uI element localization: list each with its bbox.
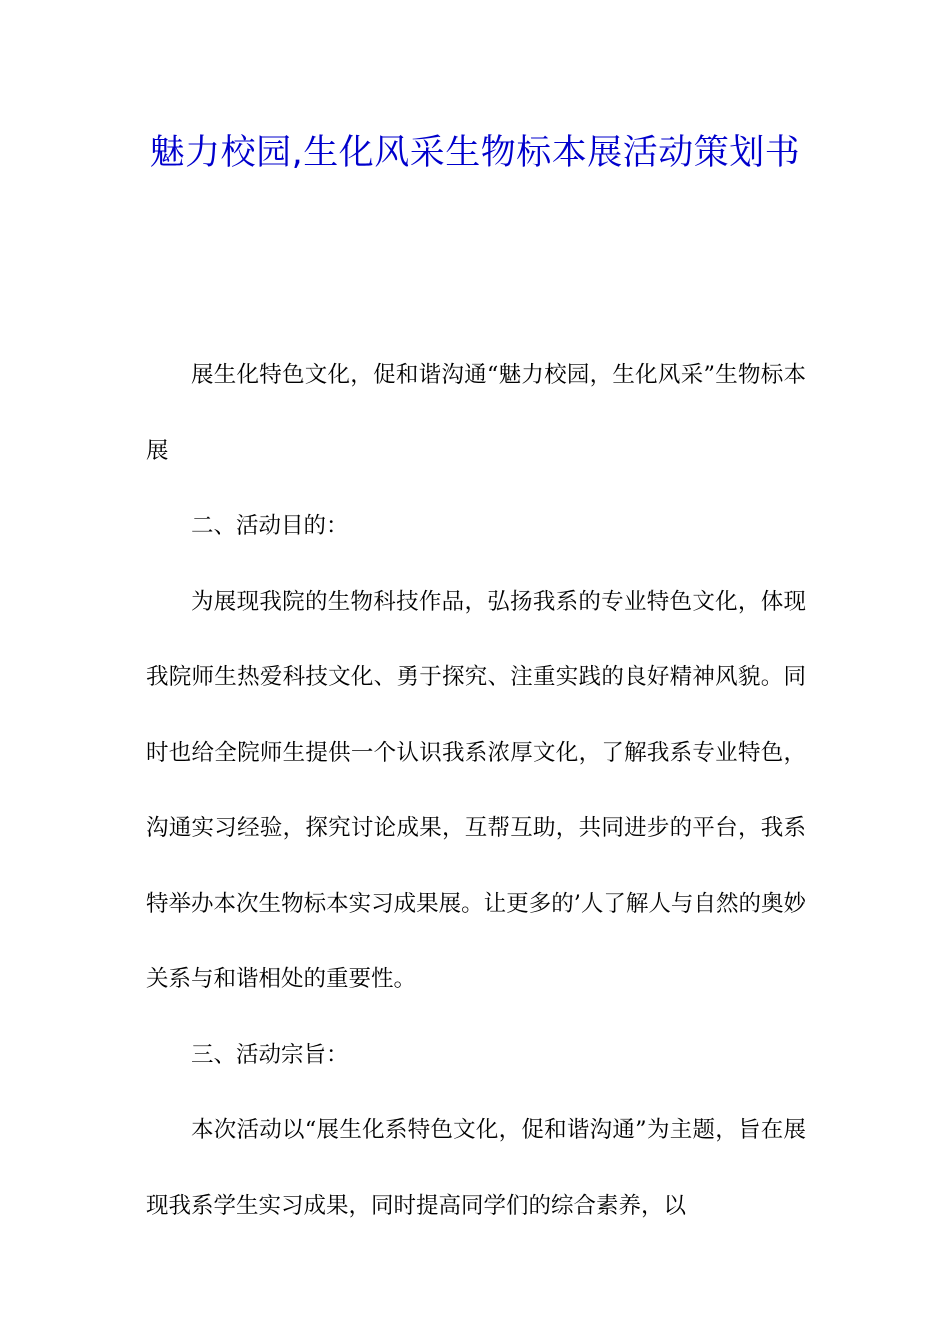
aim-paragraph: 本次活动以“展生化系特色文化，促和谐沟通”为主题，旨在展现我系学生实习成果，同时提高同学们的综合素养，以 <box>146 1117 806 1219</box>
purpose-paragraph: 为展现我院的生物科技作品，弘扬我系的专业特色文化，体现我院师生热爱科技文化、勇于探究、注重实践的良好精神风貌。同时也给全院师生提供一个认识我系浓厚文化，了解我系专业特色，沟通实习经验，探究讨论成果，互帮互助，共同进步的平台，我系特举办本次生物标本实习成果展。让更多的’人了解人与自然的奥妙关系与和谐相处的重要性。 <box>146 588 806 992</box>
document-body <box>146 338 806 1244</box>
section-heading-aim: 三、活动宗旨： <box>191 1041 349 1068</box>
section-heading-purpose: 二、活动目的： <box>191 513 349 539</box>
document-title: 魅力校园,生化风采生物标本展活动策划书 <box>149 133 801 173</box>
intro-paragraph: 展生化特色文化，促和谐沟通“魅力校园，生化风采”生物标本展 <box>146 362 806 464</box>
